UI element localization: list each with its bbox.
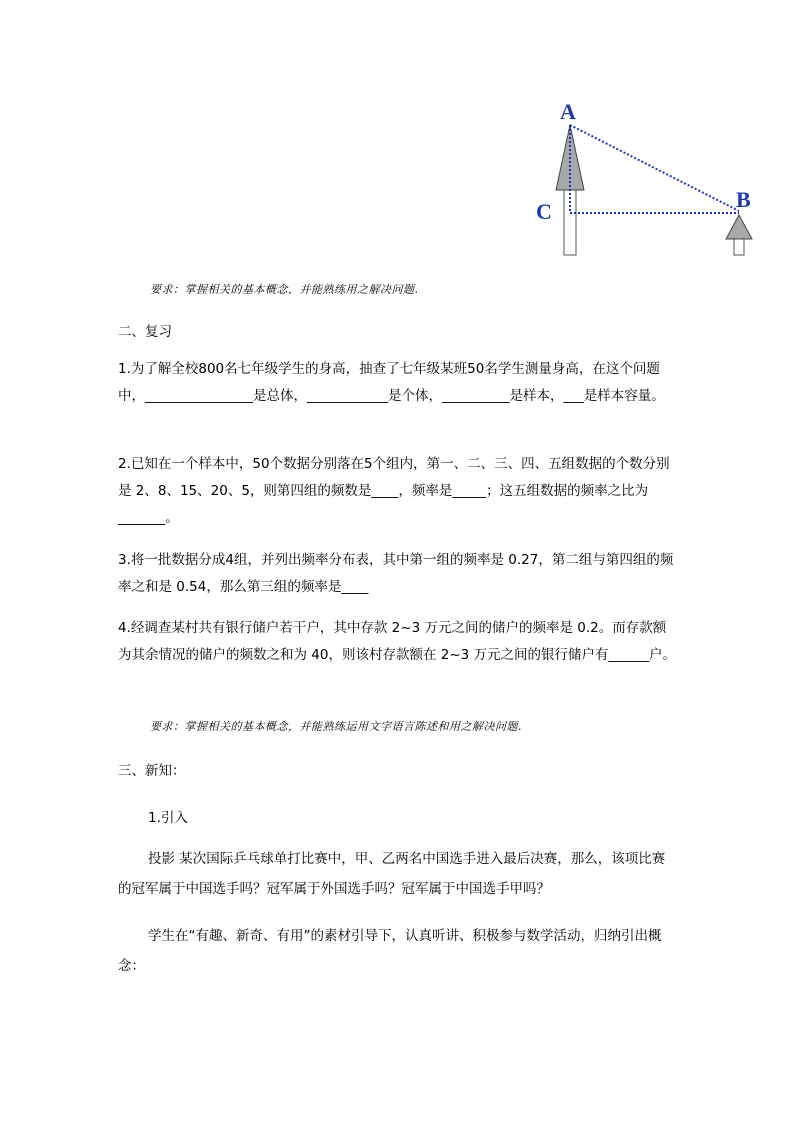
right-pole xyxy=(734,237,744,255)
right-cone xyxy=(726,215,752,239)
section-review-title: 二、复习 xyxy=(118,324,172,340)
question-2: 2.已知在一个样本中，50个数据分别落在5个组内，第一、二、三、四、五组数据的个数分别是 2、8、15、20、5，则第四组的频数是____，频率是_____；这五组数据的频率之比为_______。 xyxy=(118,456,670,526)
label-c: C xyxy=(536,199,552,224)
question-1: 1.为了解全校800名七年级学生的身高，抽查了七年级某班50名学生测量身高，在这个问题中，________________是总体，____________是个体，__________是样本，___是样本容量。 xyxy=(118,361,665,404)
label-a: A xyxy=(560,99,576,124)
question-4: 4.经调查某村共有银行储户若干户，其中存款 2~3 万元之间的储户的频率是 0.2。而存款额为其余情况的储户的频数之和为 40，则该村存款额在 2~3 万元之间的银行储户有______户。 xyxy=(118,620,677,663)
requirement-note-2: 要求：掌握相关的基本概念，并能熟练运用文字语言陈述和用之解决问题. xyxy=(150,720,522,733)
section-new-title: 三、新知： xyxy=(118,763,186,779)
paragraph-projection: 投影 某次国际乒乓球单打比赛中，甲、乙两名中国选手进入最后决赛，那么，该项比赛的冠军属于中国选手吗？冠军属于外国选手吗？冠军属于中国选手甲吗？ xyxy=(118,851,666,897)
left-pole xyxy=(564,180,576,255)
question-3: 3.将一批数据分成4组，并列出频率分布表，其中第一组的频率是 0.27，第二组与第四组的频率之和是 0.54，那么第三组的频率是____ xyxy=(118,552,674,595)
paragraph-students: 学生在“有趣、新奇、有用”的素材引导下，认真听讲、积极参与数学活动，归纳引出概念： xyxy=(118,928,662,974)
requirement-note-1: 要求：掌握相关的基本概念，并能熟练用之解决问题. xyxy=(150,283,419,296)
label-b: B xyxy=(736,187,751,212)
geometry-figure xyxy=(530,95,760,265)
triangle-diagram xyxy=(530,95,760,265)
hypotenuse-ab-line xyxy=(570,125,739,211)
subsection-intro: 1.引入 xyxy=(148,810,188,826)
